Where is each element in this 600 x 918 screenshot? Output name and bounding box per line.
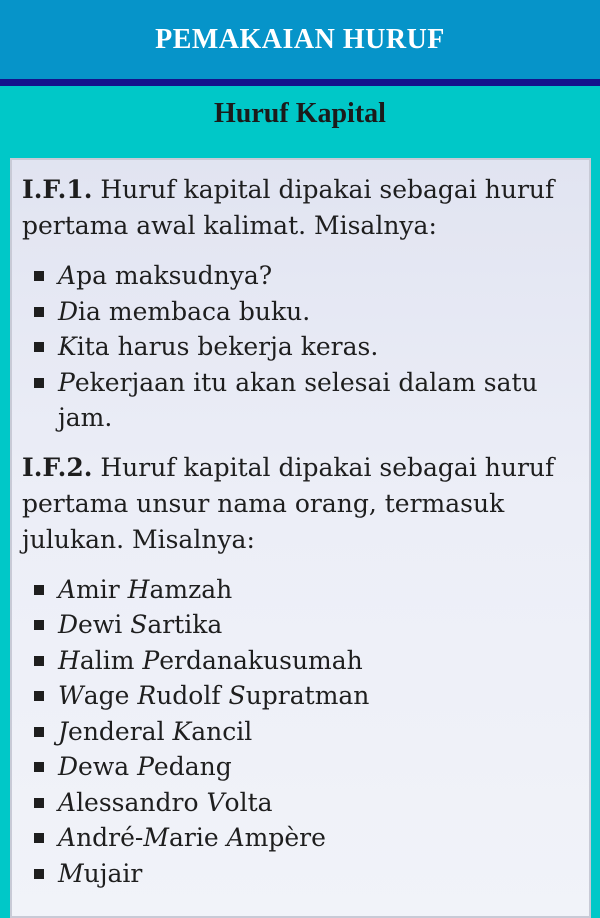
example-item <box>22 607 579 643</box>
example-text: arie <box>168 823 227 852</box>
example-item <box>22 643 579 679</box>
capital-letter: D <box>58 752 79 781</box>
example-item <box>22 785 579 821</box>
capital-letter: K <box>58 332 77 361</box>
example-text: mpère <box>244 823 326 852</box>
example-text: ekerjaan itu akan selesai dalam satu jam. <box>58 367 538 432</box>
example-text: ancil <box>191 716 253 746</box>
bullet-icon <box>34 798 44 808</box>
capital-letter: P <box>142 645 160 675</box>
capital-letter: R <box>137 681 157 710</box>
example-text: alim <box>79 645 143 675</box>
rule-text: Huruf kapital dipakai sebagai huruf pertama unsur nama orang, termasuk julukan. Misalnya: <box>22 452 555 554</box>
capital-letter: S <box>130 610 148 639</box>
bullet-icon <box>34 378 44 388</box>
bullet-icon <box>34 656 44 666</box>
capital-letter: P <box>137 752 154 781</box>
capital-letter: H <box>127 574 150 604</box>
example-item <box>22 294 579 330</box>
bullet-icon <box>34 620 44 630</box>
example-text: ewi <box>78 610 131 639</box>
capital-letter: M <box>58 858 84 888</box>
example-text: olta <box>224 787 273 817</box>
capital-letter: P <box>58 367 75 397</box>
example-text: lessandro <box>76 787 207 817</box>
example-item <box>22 820 579 856</box>
capital-letter: A <box>58 823 77 852</box>
rule-code: I.F.1. <box>22 175 93 204</box>
rule-text: Huruf kapital dipakai sebagai huruf pertama awal kalimat. Misalnya: <box>22 175 555 240</box>
capital-letter: W <box>58 681 84 710</box>
content-card[interactable] <box>10 158 591 918</box>
bullet-icon <box>34 342 44 352</box>
example-text: edang <box>153 752 232 781</box>
capital-letter: M <box>143 823 169 852</box>
capital-letter: J <box>58 716 69 746</box>
example-item <box>22 714 579 750</box>
example-item <box>22 329 579 365</box>
bullet-icon <box>34 691 44 701</box>
example-text: artika <box>147 610 223 639</box>
example-text: ndré- <box>76 823 144 852</box>
example-list <box>22 258 579 436</box>
bullet-icon <box>34 869 44 879</box>
example-text: ujair <box>83 858 143 888</box>
example-item <box>22 365 579 436</box>
bullet-icon <box>34 307 44 317</box>
example-text: amzah <box>149 574 233 604</box>
capital-letter: D <box>58 610 79 639</box>
capital-letter: A <box>58 787 77 817</box>
capital-letter: K <box>172 716 192 746</box>
capital-letter: H <box>58 645 80 675</box>
bullet-icon <box>34 271 44 281</box>
section-bar <box>0 86 600 146</box>
example-text: udolf <box>156 681 229 710</box>
example-text: mir <box>76 574 128 604</box>
example-text: pa maksudnya? <box>76 261 273 290</box>
bullet-icon <box>34 762 44 772</box>
example-text: ia membaca buku. <box>78 296 311 326</box>
capital-letter: A <box>58 261 77 290</box>
rule-paragraph-2 <box>22 450 579 558</box>
example-text: upratman <box>245 681 370 710</box>
bullet-icon <box>34 833 44 843</box>
bullet-icon <box>34 727 44 737</box>
section-title: Huruf Kapital <box>214 98 386 129</box>
example-item <box>22 749 579 785</box>
app-header <box>0 0 600 86</box>
example-list <box>22 572 579 892</box>
capital-letter: A <box>58 574 77 604</box>
rule-code: I.F.2. <box>22 452 93 482</box>
example-text: erdanakusumah <box>159 645 363 675</box>
bullet-icon <box>34 585 44 595</box>
app-title: PEMAKAIAN HURUF <box>155 23 445 55</box>
capital-letter: V <box>206 787 225 817</box>
example-text: ita harus bekerja keras. <box>76 332 379 361</box>
example-item <box>22 258 579 294</box>
capital-letter: S <box>228 681 246 710</box>
capital-letter: D <box>58 296 79 326</box>
example-text: age <box>83 681 138 710</box>
example-item <box>22 678 579 714</box>
capital-letter: A <box>226 823 245 852</box>
example-text: ewa <box>78 752 138 781</box>
example-item <box>22 856 579 892</box>
rule-paragraph-1 <box>22 172 579 244</box>
example-text: enderal <box>68 716 173 746</box>
example-item <box>22 572 579 608</box>
